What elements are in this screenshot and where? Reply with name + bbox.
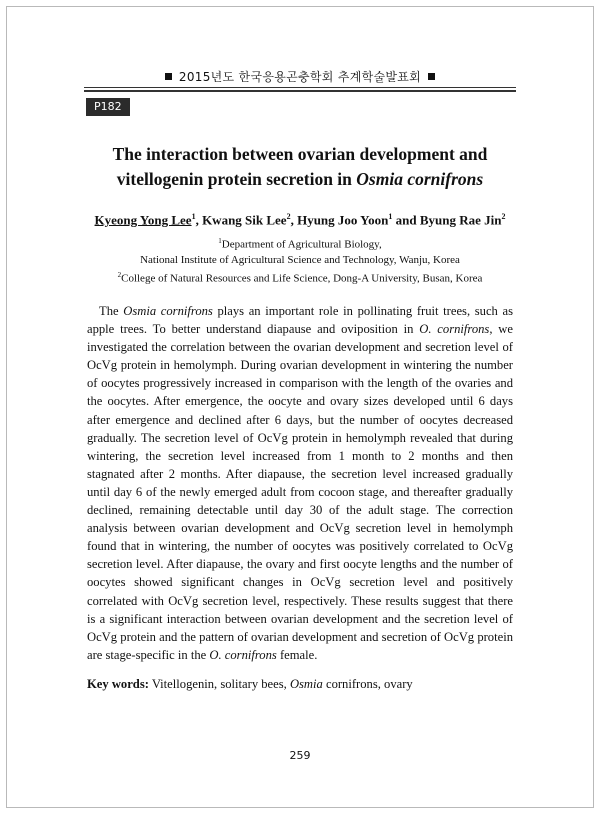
- keywords-label: Key words:: [87, 677, 149, 691]
- species-name: O. cornifrons: [419, 322, 490, 337]
- keywords-text: Vitellogenin, solitary bees,: [148, 677, 290, 691]
- affil-text: Department of Agricultural Biology,: [221, 238, 382, 251]
- keywords-italic: Osmia: [289, 677, 323, 691]
- author-affil-sup: 2: [501, 212, 506, 221]
- author-separator: ,: [195, 212, 203, 228]
- author-name: Hyung Joo Yoon: [297, 212, 389, 228]
- title-species: Osmia cornifrons: [356, 169, 484, 189]
- conference-header: [0, 68, 600, 85]
- author-name: Byung Rae Jin: [419, 212, 502, 228]
- affiliations: [0, 234, 600, 286]
- author-separator: and: [392, 212, 420, 228]
- affiliation-1: [0, 234, 600, 253]
- affil-sup: 1: [218, 237, 222, 245]
- affil-sup: 2: [117, 270, 122, 279]
- keywords: [87, 677, 513, 692]
- affiliation-1-cont: National Institute of Agricultural Science and Technology, Wanju, Korea: [140, 253, 460, 266]
- header-rule-thick: [84, 90, 516, 92]
- title-line-2: vitellogenin protein secretion in: [116, 169, 357, 189]
- square-bullet-icon: [165, 73, 172, 80]
- abstract-text: The: [99, 304, 124, 318]
- paper-title: [60, 142, 540, 192]
- header-rule-thin: [84, 87, 516, 88]
- species-name: Osmia cornifrons: [123, 304, 213, 318]
- affiliation-2: [0, 268, 600, 287]
- abstract-text: plays an important role in pollinating fruit trees, such as apple trees. To better understand diapause and oviposition in: [87, 304, 514, 337]
- affil-text: College of Natural Resources and Life Science, Dong-A University, Busan, Korea: [121, 272, 483, 285]
- abstract-text: , we investigated the correlation between the ovarian development and secretion level of OcVg protein in hemolymph. During ovarian development in wintering the number of oocytes progressively increased in comparison with the length of the ovaries and the oocytes. After emergence, the oocyte and ovary sizes developed until 6 days after emergence and declined after 6 days, but the number of oocytes decreased gradually. The secretion level of OcVg protein in hemolymph revealed that during wintering, the secretion level increased from 1 month to 2 months and then stagnated after 2 months. After diapause, the secretion level increased gradually until day 6 of the newly emerged adult from cocoon stage, and thereafter gradually declined, remaining detectable until day 30 of the adult stage. The correction analysis between ovarian development and OcVg secretion level in hemolymph found that in wintering, the number of oocytes was positively correlated to OcVg secretion level. After diapause, the ovary and first oocyte lengths and the number of oocytes showed significant changes in OcVg secretion level and positively correlated with OcVg secretion level, respectively. These results suggest that there is a significant interaction between ovarian development and the secretion level of OcVg protein and the pattern of ovarian development and secretion of OcVg protein are stage-specific in the: [87, 322, 513, 662]
- author-affil-sup: 1: [388, 212, 393, 221]
- species-name: O. cornifrons: [209, 647, 277, 662]
- author-name: Kyeong Yong Lee: [94, 212, 192, 228]
- author-affil-sup: 1: [191, 212, 196, 221]
- author-affil-sup: 2: [286, 212, 291, 221]
- abstract-body: [87, 302, 513, 664]
- abstract-text: female.: [276, 647, 318, 662]
- title-line-1: The interaction between ovarian development and: [112, 144, 488, 164]
- author-name: Kwang Sik Lee: [202, 212, 287, 228]
- square-bullet-icon: [428, 73, 435, 80]
- poster-id-badge: P182: [86, 98, 130, 116]
- conference-name: 2015년도 한국응용곤충학회 추계학술발표회: [178, 70, 422, 84]
- page-number: 259: [289, 749, 311, 762]
- author-separator: ,: [290, 212, 298, 228]
- author-list: [0, 212, 600, 228]
- keywords-text: cornifrons, ovary: [322, 677, 413, 691]
